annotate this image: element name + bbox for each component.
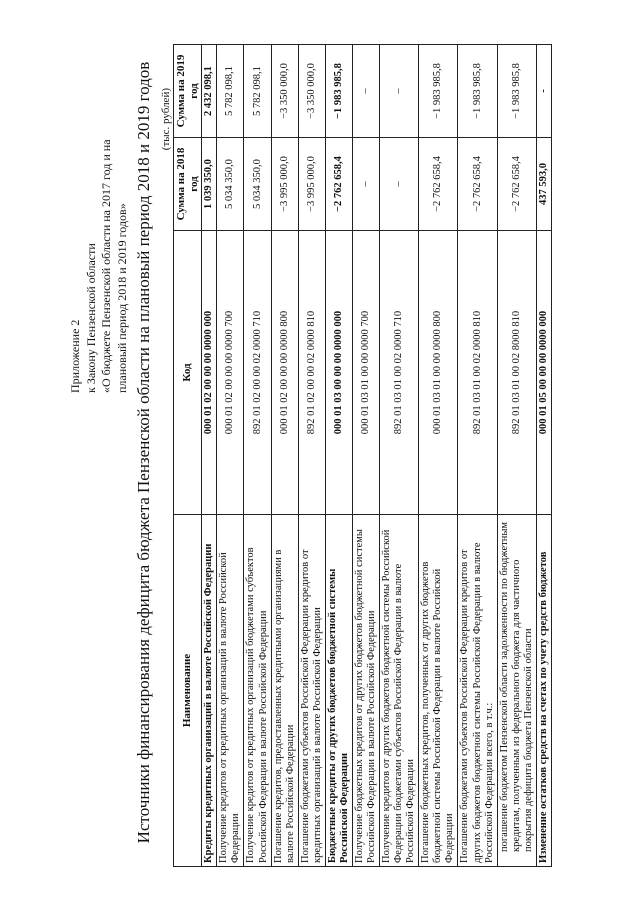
header-sum-2019: Сумма на 2019 год: [174, 45, 202, 138]
table-row: [536, 45, 551, 867]
row-sum-2018: −2 762 658,4: [419, 138, 458, 231]
appendix-line-4: плановый период 2018 и 2019 годов»: [114, 203, 129, 393]
row-name: Кредиты кредитных организаций в валюте Российской Федерации: [202, 515, 217, 867]
row-code: 000 01 02 00 00 00 0000 000: [202, 231, 217, 515]
appendix-line-3: «О бюджете Пензенской области на 2017 год и на: [99, 139, 114, 393]
table-row: [352, 45, 379, 867]
row-code: 000 01 02 00 00 00 0000 800: [271, 231, 298, 515]
table-row: [458, 45, 497, 867]
header-name: Наименование: [174, 515, 202, 867]
row-code: 892 01 02 00 00 02 0000 810: [298, 231, 325, 515]
row-sum-2019: 5 782 098,1: [217, 45, 244, 138]
document-title: Источники финансирования дефицита бюджета Пензенской области на плановый период 2018 и 2019 годов: [134, 61, 153, 844]
row-sum-2018: −3 995 000,0: [298, 138, 325, 231]
row-sum-2019: –: [352, 45, 379, 138]
appendix-header: [68, 33, 130, 393]
units-note: (тыс. рублей): [160, 88, 172, 151]
row-sum-2018: –: [380, 138, 419, 231]
table-row: [271, 45, 298, 867]
row-name: Получение кредитов от кредитных организаций в валюте Российской Федерации: [217, 515, 244, 867]
row-sum-2018: 5 034 350,0: [217, 138, 244, 231]
table-row: [202, 45, 217, 867]
row-sum-2018: −2 762 658,4: [325, 138, 352, 231]
table-row: [298, 45, 325, 867]
row-name: Получение кредитов от кредитных организаций бюджетами субъектов Российской Федерации в валюте Российской Федерации: [244, 515, 271, 867]
table-row: [244, 45, 271, 867]
row-name: Погашение бюджетных кредитов, полученных от других бюджетов бюджетной системы Российской Федерации в валюте Российской Федерации: [419, 515, 458, 867]
row-code: 892 01 03 01 00 02 0000 710: [380, 231, 419, 515]
row-name: Получение кредитов от других бюджетов бюджетной системы Российской Федерации бюджетами субъектов Российской Федерации в валюте Российской Федерации: [380, 515, 419, 867]
row-sum-2019: 5 782 098,1: [244, 45, 271, 138]
row-sum-2018: –: [352, 138, 379, 231]
row-name: Погашение кредитов, предоставленных кредитными организациями в валюте Российской Федерации: [271, 515, 298, 867]
row-sum-2019: −1 983 985,8: [419, 45, 458, 138]
row-sum-2019: −3 350 000,0: [298, 45, 325, 138]
header-code: Код: [174, 231, 202, 515]
row-sum-2018: −3 995 000,0: [271, 138, 298, 231]
row-sum-2019: −1 983 985,8: [458, 45, 497, 138]
row-code: 000 01 03 01 00 00 0000 800: [419, 231, 458, 515]
row-sum-2018: 5 034 350,0: [244, 138, 271, 231]
row-name: Получение бюджетных кредитов от других бюджетов бюджетной системы Российской Федерации в валюте Российской Федерации: [352, 515, 379, 867]
row-name: Погашение бюджетами субъектов Российской Федерации кредитов от кредитных организаций в валюте Российской Федерации: [298, 515, 325, 867]
table-row: [217, 45, 244, 867]
row-sum-2018: −2 762 658,4: [497, 138, 536, 231]
row-code: 000 01 05 00 00 00 0000 000: [536, 231, 551, 515]
row-code: 000 01 03 00 00 00 0000 000: [325, 231, 352, 515]
row-sum-2018: 437 593,0: [536, 138, 551, 231]
table-row: [325, 45, 352, 867]
appendix-line-2: к Закону Пензенской области: [83, 243, 98, 393]
row-sum-2019: –: [380, 45, 419, 138]
row-sum-2019: 2 432 098,1: [202, 45, 217, 138]
row-sum-2019: −1 983 985,8: [325, 45, 352, 138]
row-name: погашение бюджетом Пензенской области задолженности по бюджетным кредитам, полученным из федерального бюджета для частичного покрытия дефицита бюджета Пензенской области: [497, 515, 536, 867]
row-code: 892 01 02 00 00 02 0000 710: [244, 231, 271, 515]
row-code: 892 01 03 01 00 02 8000 810: [497, 231, 536, 515]
row-name: Бюджетные кредиты от других бюджетов бюджетной системы Российской Федерации: [325, 515, 352, 867]
row-name: Изменение остатков средств на счетах по учету средств бюджетов: [536, 515, 551, 867]
row-name: Погашение бюджетами субъектов Российской Федерации кредитов от других бюджетов бюджетной системы Российской Федерации в валюте Российской Федерации всего, в т.ч.:: [458, 515, 497, 867]
row-code: 892 01 03 01 00 02 0000 810: [458, 231, 497, 515]
table-header-row: [174, 45, 202, 867]
financing-table: [173, 44, 552, 867]
table-row: [380, 45, 419, 867]
table-row: [497, 45, 536, 867]
row-sum-2019: −1 983 985,8: [497, 45, 536, 138]
header-sum-2018: Сумма на 2018 год: [174, 138, 202, 231]
row-sum-2019: −3 350 000,0: [271, 45, 298, 138]
row-sum-2018: −2 762 658,4: [458, 138, 497, 231]
row-code: 000 01 02 00 00 00 0000 700: [217, 231, 244, 515]
row-sum-2018: 1 039 350,0: [202, 138, 217, 231]
row-sum-2019: -: [536, 45, 551, 138]
table-row: [419, 45, 458, 867]
row-code: 000 01 03 01 00 00 0000 700: [352, 231, 379, 515]
appendix-line-1: Приложение 2: [68, 319, 82, 393]
